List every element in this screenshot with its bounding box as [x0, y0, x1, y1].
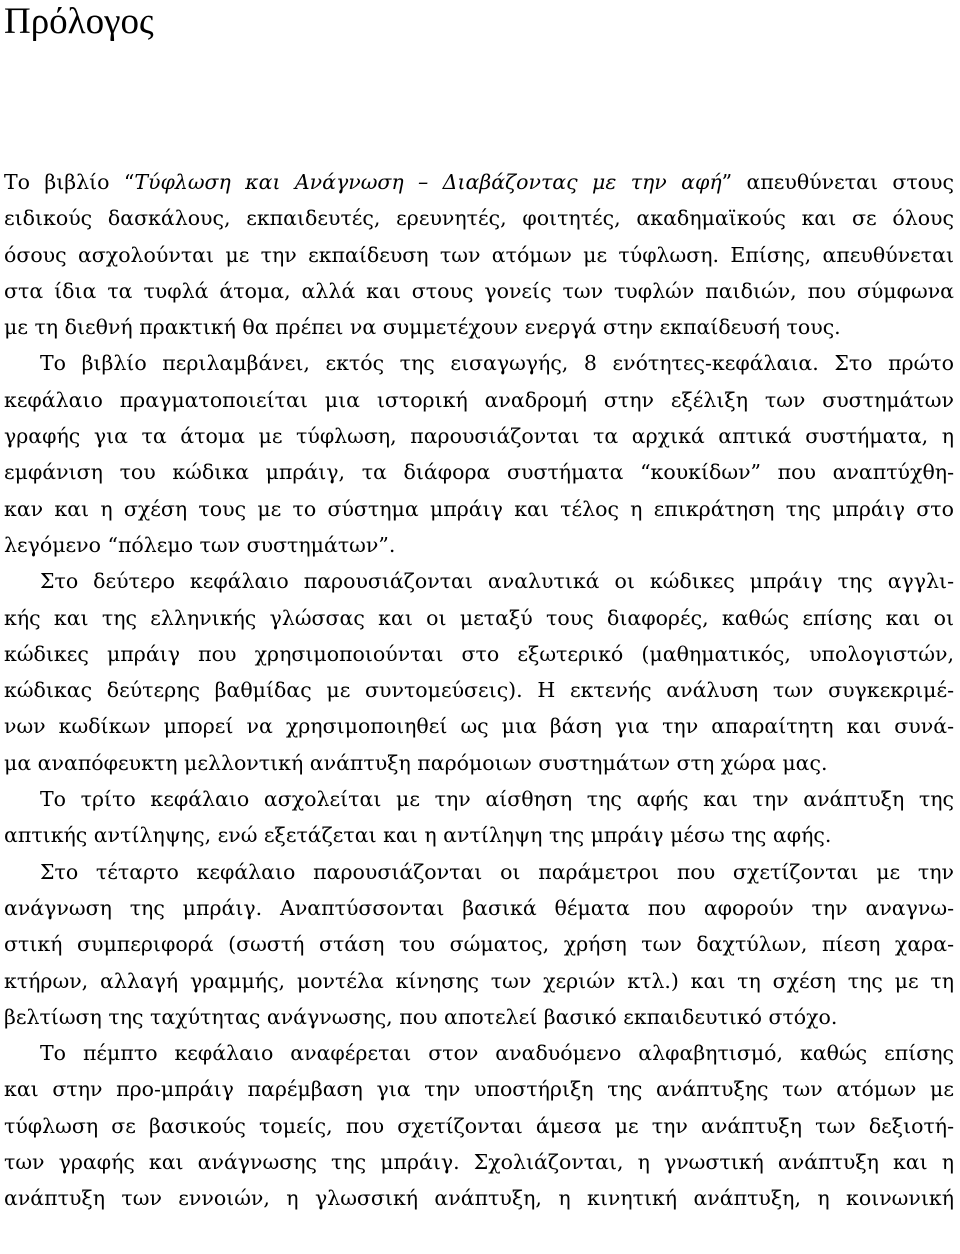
- text-line-22: στική συμπεριφορά (σωστή στάση του σώματος, χρήση των δαχτύλων, πίεση χαρα-: [4, 932, 954, 957]
- text-line-18: Το τρίτο κεφάλαιο ασχολείται με την αίσθηση της αφής και την ανάπτυξη της: [40, 787, 954, 812]
- text-span: Το βιβλίο “: [4, 170, 135, 194]
- text-line-20: Στο τέταρτο κεφάλαιο παρουσιάζονται οι παράμετροι που σχετίζονται με την: [40, 859, 954, 884]
- book-title-italic: Τύφλωση και Ανάγνωση – Διαβάζοντας με την αφή: [134, 170, 722, 194]
- text-line-24: βελτίωση της ταχύτητας ανάγνωσης, που αποτελεί βασικό εκπαιδευτικό στόχο.: [4, 1004, 838, 1029]
- text-line-1: [4, 164, 954, 200]
- text-line-7: κεφάλαιο πραγματοποιείται μια ιστορική αναδρομή στην εξέλιξη των συστημάτων: [4, 387, 954, 412]
- text-line-29: ανάπτυξη των εννοιών, η γλωσσική ανάπτυξη, η κινητική ανάπτυξη, η κοινωνική: [4, 1186, 954, 1211]
- text-line-13: κής και της ελληνικής γλώσσας και οι μεταξύ τους διαφορές, καθώς επίσης και οι: [4, 605, 954, 630]
- text-line-28: των γραφής και ανάγνωσης της μπράιγ. Σχολιάζονται, η γνωστική ανάπτυξη και η: [4, 1150, 954, 1175]
- text-line-26: και στην προ-μπράιγ παρέμβαση για την υποστήριξη της ανάπτυξης των ατόμων με: [4, 1077, 954, 1102]
- text-line-14: κώδικες μπράιγ που χρησιμοποιούνται στο εξωτερικό (μαθηματικός, υπολογιστών,: [4, 641, 954, 666]
- text-line-10: καν και η σχέση τους με το σύστημα μπράιγ και τέλος η επικράτηση της μπράιγ στο: [4, 496, 954, 521]
- text-span: ” απευθύνεται στους: [721, 170, 954, 194]
- text-line-6: Το βιβλίο περιλαμβάνει, εκτός της εισαγωγής, 8 ενότητες-κεφάλαια. Στο πρώτο: [40, 351, 954, 376]
- text-line-27: τύφλωση σε βασικούς τομείς, που σχετίζονται άμεσα με την ανάπτυξη των δεξιοτή-: [4, 1113, 954, 1138]
- body-text: [4, 164, 954, 1217]
- text-line-3: όσους ασχολούνται με την εκπαίδευση των ατόμων με τύφλωση. Επίσης, απευθύνεται: [4, 242, 954, 267]
- text-line-2: ειδικούς δασκάλους, εκπαιδευτές, ερευνητές, φοιτητές, ακαδημαϊκούς και σε όλους: [4, 206, 954, 231]
- text-line-23: κτήρων, αλλαγή γραμμής, μοντέλα κίνησης των χεριών κτλ.) και τη σχέση της με τη: [4, 968, 954, 993]
- text-line-4: στα ίδια τα τυφλά άτομα, αλλά και στους γονείς των τυφλών παιδιών, που σύμφωνα: [4, 278, 954, 303]
- text-line-8: γραφής για τα άτομα με τύφλωση, παρουσιάζονται τα αρχικά απτικά συστήματα, η: [4, 424, 954, 449]
- text-line-21: ανάγνωση της μπράιγ. Αναπτύσσονται βασικά θέματα που αφορούν την αναγνω-: [4, 895, 954, 920]
- text-line-16: νων κωδίκων μπορεί να χρησιμοποιηθεί ως μια βάση για την απαραίτητη και συνά-: [4, 714, 954, 739]
- text-line-17: μα αναπόφευκτη μελλοντική ανάπτυξη παρόμοιων συστημάτων στη χώρα μας.: [4, 750, 828, 775]
- text-line-19: απτικής αντίληψης, ενώ εξετάζεται και η αντίληψη της μπράιγ μέσω της αφής.: [4, 823, 832, 848]
- page-title: Πρόλογος: [4, 1, 154, 42]
- text-line-12: Στο δεύτερο κεφάλαιο παρουσιάζονται αναλυτικά οι κώδικες μπράιγ της αγγλι-: [40, 569, 954, 594]
- text-line-11: λεγόμενο “πόλεμο των συστημάτων”.: [4, 532, 396, 557]
- text-line-9: εμφάνιση του κώδικα μπράιγ, τα διάφορα συστήματα “κουκίδων” που αναπτύχθη-: [4, 460, 954, 485]
- text-line-25: Το πέμπτο κεφάλαιο αναφέρεται στον αναδυόμενο αλφαβητισμό, καθώς επίσης: [40, 1041, 954, 1066]
- text-line-15: κώδικας δεύτερης βαθμίδας με συντομεύσεις). Η εκτενής ανάλυση των συγκεκριμέ-: [4, 678, 954, 703]
- text-line-5: με τη διεθνή πρακτική θα πρέπει να συμμετέχουν ενεργά στην εκπαίδευσή τους.: [4, 315, 841, 340]
